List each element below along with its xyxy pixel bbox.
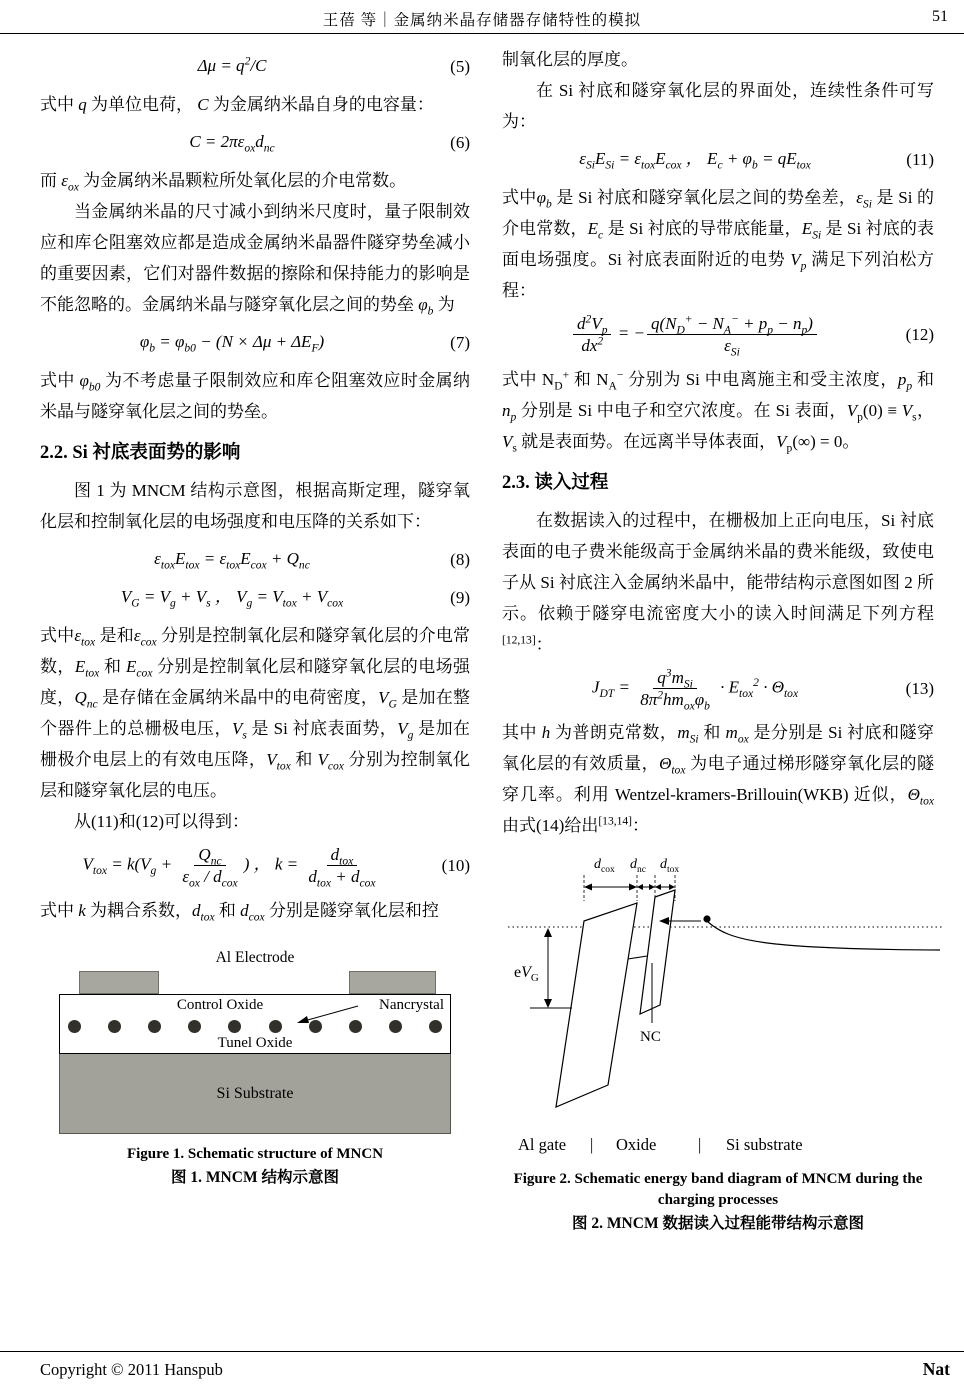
paragraph-variable-definitions: 式中$\varepsilon_{tox}$ 是和$\varepsilon_{cox}$ 分别是控制氧化层和隧穿氧化层的介电常数，$E_{tox}$ 和 $E_{cox}$ 分别是控制氧化层和隧穿氧化层的电场强度，$Q_{nc}$ 是存储在金属纳米晶中的电荷密度，$V_G$ 是加在整个器件上的总栅极电压，$V_s$ 是 Si 衬底表面势，$V_g$ 是加在栅极介电层上的有效电压降，$V_{tox}$ 和 $V_{cox}$ 分别为控制氧化层和隧穿氧化层的电压。 bbox=[40, 626, 471, 800]
right-column bbox=[502, 44, 934, 1234]
paragraph-read-process: 在数据读入的过程中，在栅极加上正向电压，Si 衬底表面的电子费米能级高于金属纳米晶的费米能级，致使电子从 Si 衬底注入金属纳米晶中，能带结构示意图如图 2 所示。依赖于隧穿电流密度大小的读入时间满足下列方程[12,13]： bbox=[502, 510, 934, 654]
equation-12-number: (12) bbox=[905, 325, 934, 345]
copyright-text: Copyright © 2011 Hanspub bbox=[40, 1360, 223, 1379]
region-separator: | bbox=[698, 1135, 702, 1154]
left-column bbox=[40, 44, 470, 1188]
footer-rule bbox=[0, 1351, 964, 1352]
equation-9 bbox=[40, 582, 470, 613]
equation-11 bbox=[502, 144, 934, 175]
figure-1-diagram bbox=[59, 948, 451, 1134]
equation-8-body: $\varepsilon_{tox}E_{tox} = \varepsilon_{tox}E_{cox} + Q_{nc}$ bbox=[154, 549, 310, 572]
figure-2-canvas bbox=[502, 857, 947, 1159]
running-header-title: 王蓓 等｜金属纳米晶存储器存储特性的模拟 bbox=[322, 12, 642, 29]
figure-2-caption-zh: 图 2. MNCM 数据读入过程能带结构示意图 bbox=[572, 1215, 864, 1232]
equation-5-body: $\Delta\mu = q^2/C$ bbox=[197, 54, 267, 76]
figure-1-caption-en: Figure 1. Schematic structure of MNCN bbox=[126, 1145, 384, 1162]
control-oxide-label: Control Oxide bbox=[176, 996, 264, 1013]
equation-9-number: (9) bbox=[450, 588, 470, 607]
nanocrystal-dot bbox=[148, 1020, 161, 1033]
header-rule bbox=[0, 33, 964, 34]
equation-6 bbox=[40, 127, 470, 158]
dtox-dimension-label: $d_{tox}$ bbox=[660, 857, 680, 875]
al-gate-region-label: Al gate bbox=[518, 1135, 567, 1154]
paragraph-thickness-continued: 制氧化层的厚度。 bbox=[502, 50, 638, 69]
si-substrate-block bbox=[59, 1054, 451, 1134]
paragraph-after-eq11: 式中$\varphi_b$ 是 Si 衬底和隧穿氧化层之间的势垒差，$\varepsilon_{Si}$ 是 Si 的介电常数，$E_c$ 是 Si 衬底的导带底能量，$E_{Si}$ 是 Si 衬底的表面电场强度。Si 衬底表面附近的电势 $V_p$ 满足下列泊松方程： bbox=[502, 188, 935, 300]
paragraph-coupling-coefficient: 式中 k 为耦合系数，$d_{tox}$ 和 $d_{cox}$ 分别是隧穿氧化层和控 bbox=[40, 900, 439, 923]
nanocrystal-dot bbox=[389, 1020, 402, 1033]
equation-7-number: (7) bbox=[450, 333, 470, 352]
figure-1 bbox=[40, 948, 470, 1188]
band-diagram-drawing bbox=[502, 871, 947, 1127]
nanocrystal-dot bbox=[108, 1020, 121, 1033]
nanocrystal-dot bbox=[309, 1020, 322, 1033]
figure-1-caption bbox=[40, 1144, 470, 1188]
equation-5-number: (5) bbox=[450, 57, 470, 76]
dnc-dimension-label: $d_{nc}$ bbox=[630, 857, 646, 875]
equation-10-body: $V_{tox} = k(V_g$ + $\frac{Q_{nc}}{\varepsilon_{ox} / d_{cox}}$ ) ， k = $\frac{d_{tox}}{d_{tox} + d_{cox}}$ bbox=[82, 845, 376, 890]
equation-10 bbox=[40, 844, 470, 888]
figure-2-diagram bbox=[502, 857, 947, 1159]
paragraph-after-eq12: 式中 $N_D^+$ 和 $N_A^-$ 分别为 Si 中电离施主和受主浓度，$p_p$ 和 $n_p$ 分别是 Si 中电子和空穴浓度。在 Si 表面，$V_p(0) \equiv V_s$，$V_s$ 就是表面势。在远离半导体表面，$V_p(\infty) = 0$。 bbox=[502, 367, 934, 454]
nanocrystal-dot bbox=[429, 1020, 442, 1033]
nanocrystal-dot bbox=[228, 1020, 241, 1033]
equation-11-body: $\varepsilon_{Si}E_{Si} = \varepsilon_{tox}E_{cox}$ ， $E_c + \varphi_b = qE_{tox}$ bbox=[579, 149, 811, 172]
si-substrate-label: Si Substrate bbox=[216, 1084, 294, 1102]
nanocrystal-dot bbox=[269, 1020, 282, 1033]
oxide-region-label: Oxide bbox=[616, 1135, 657, 1154]
nc-label: NC bbox=[640, 1029, 661, 1045]
evg-label: $eV_G$ bbox=[514, 964, 539, 985]
paragraph-phib0: 式中 $\varphi_{b0}$ 为不考虑量子限制效应和库仑阻塞效应时金属纳米晶与隧穿氧化层之间的势垒。 bbox=[40, 371, 471, 421]
paragraph-figure1-intro: 图 1 为 MNCM 结构示意图，根据高斯定理，隧穿氧化层和控制氧化层的电场强度和电压降的关系如下： bbox=[40, 481, 470, 531]
equation-13-body: $J_{DT}$ = $\frac{q^3m_{Si}}{8\pi^2hm_{ox}\varphi_b}$ · $E_{tox}^2 \cdot \Theta_{tox}$ bbox=[591, 665, 799, 713]
equation-13-number: (13) bbox=[905, 678, 934, 698]
paragraph-from-11-12: 从(11)和(12)可以得到： bbox=[74, 812, 250, 831]
figure-2-caption-en: Figure 2. Schematic energy band diagram of MNCM during the charging processes bbox=[513, 1171, 923, 1208]
paragraph-eox: 而 $\varepsilon_{ox}$ 为金属纳米晶颗粒所处氧化层的介电常数。 bbox=[40, 171, 407, 194]
dcox-dimension-label: $d_{cox}$ bbox=[594, 857, 615, 875]
al-electrodes bbox=[59, 970, 451, 994]
equation-9-body: $V_G = V_g + V_s$ ， $V_g = V_{tox} + V_{cox}$ bbox=[120, 587, 344, 610]
figure-2-caption bbox=[502, 1169, 934, 1234]
oxide-band bbox=[59, 994, 451, 1054]
equation-13 bbox=[502, 667, 934, 711]
section-heading-2-3: 2.3. 读入过程 bbox=[502, 472, 609, 493]
nanocrystal-dot bbox=[68, 1020, 81, 1033]
paragraph-unit-charge: 式中 q 为单位电荷， C 为金属纳米晶自身的电容量： bbox=[40, 95, 434, 114]
journal-name: Nat bbox=[922, 1359, 950, 1379]
nanocrystal-dot bbox=[188, 1020, 201, 1033]
equation-11-number: (11) bbox=[906, 150, 934, 169]
equation-12 bbox=[502, 313, 934, 357]
paragraph-after-eq13: 其中 h 为普朗克常数，$m_{Si}$ 和 $m_{ox}$ 是分别是 Si 衬底和隧穿氧化层的有效质量，$\Theta_{tox}$ 为电子通过梯形隧穿氧化层的隧穿几率。利用 Wentzel-kramers-Brillouin(WKB) 近似，$\Theta_{tox}$ 由式(14)给出[13,14]： bbox=[502, 723, 935, 835]
nanocrystal-dot bbox=[349, 1020, 362, 1033]
al-electrode-right-block bbox=[349, 971, 436, 994]
section-heading-2-2: 2.2. Si 衬底表面势的影响 bbox=[40, 443, 241, 463]
al-electrode-label: Al Electrode bbox=[215, 948, 295, 966]
nanocrystal-dots-row bbox=[68, 1020, 442, 1033]
equation-6-body: $C = 2\pi\varepsilon_{ox}d_{nc}$ bbox=[189, 132, 275, 155]
figure-2-region-labels bbox=[502, 1129, 947, 1155]
al-electrode-left-block bbox=[79, 971, 159, 994]
page-number: 51 bbox=[932, 8, 948, 25]
equation-10-number: (10) bbox=[441, 856, 470, 876]
equation-8 bbox=[40, 544, 470, 575]
paragraph-interface-condition: 在 Si 衬底和隧穿氧化层的界面处，连续性条件可写为： bbox=[502, 81, 934, 131]
equation-7 bbox=[40, 327, 470, 358]
figure-1-caption-zh: 图 1. MNCM 结构示意图 bbox=[171, 1168, 339, 1186]
tunnel-oxide-label: Tunel Oxide bbox=[217, 1034, 293, 1051]
nancrystal-label: Nancrystal bbox=[379, 996, 444, 1013]
equation-6-number: (6) bbox=[450, 133, 470, 152]
equation-7-body: $\varphi_b = \varphi_{b0} - (N \times \Delta\mu + \Delta E_F)$ bbox=[139, 332, 325, 355]
equation-8-number: (8) bbox=[450, 550, 470, 569]
equation-12-body: $\frac{d^2V_p}{dx^2}$ = − $\frac{q(N_D^+ - N_A^- + p_p - n_p)}{\varepsilon_{Si}}$ bbox=[502, 313, 888, 357]
equation-5 bbox=[40, 51, 470, 82]
paragraph-quantum-effects: 当金属纳米晶的尺寸减小到纳米尺度时，量子限制效应和库仑阻塞效应都是造成金属纳米晶器件隧穿势垒减小的重要因素，它们对器件数据的擦除和保持能力的影响是不能忽略的。金属纳米晶与隧穿氧化层之间的势垒 $\varphi_b$ 为 bbox=[40, 202, 470, 318]
si-substrate-region-label: Si substrate bbox=[726, 1135, 803, 1154]
figure-2 bbox=[502, 857, 934, 1234]
region-separator: | bbox=[590, 1135, 594, 1154]
